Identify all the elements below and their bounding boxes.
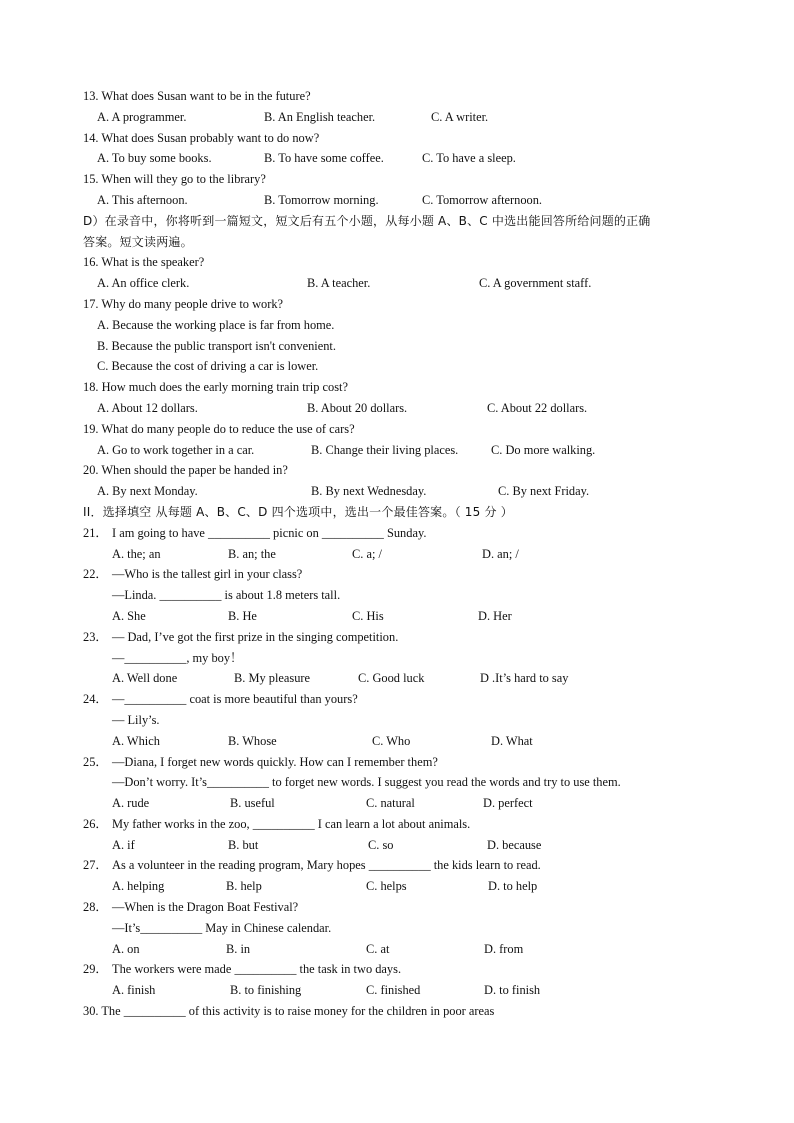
question-20-options: [0, 481, 794, 502]
question-24-stem: [0, 689, 794, 710]
option-a: A. An office clerk.: [97, 276, 190, 291]
question-20-stem: [0, 460, 794, 481]
option-b: B. Change their living places.: [311, 442, 459, 457]
option-b: B. useful: [230, 796, 275, 811]
question-24-options: [0, 731, 794, 752]
option-c: C. a; /: [352, 546, 382, 561]
question-13-options: [0, 107, 794, 128]
option-a: A. This afternoon.: [97, 192, 188, 207]
option-c: C. so: [368, 837, 394, 852]
option-b: B. Tomorrow morning.: [264, 192, 379, 207]
question-22-options: [0, 606, 794, 627]
question-text: —Don’t worry. It’s__________ to forget new words. I suggest you read the words and try to use them.: [112, 775, 621, 790]
question-text: 18. How much does the early morning train trip cost?: [83, 380, 348, 395]
option-c: C. natural: [366, 796, 415, 811]
question-23-stem-cont: [0, 648, 794, 669]
section-d-instructions-cont: [0, 232, 794, 253]
question-text: 16. What is the speaker?: [83, 255, 205, 270]
question-21-stem: [0, 523, 794, 544]
question-number: 24．: [83, 692, 108, 707]
option-b: B. but: [228, 837, 259, 852]
question-number: 25．: [83, 754, 108, 769]
question-16-options: [0, 273, 794, 294]
option-c: C. Because the cost of driving a car is lower.: [97, 359, 319, 374]
question-13-stem: [0, 86, 794, 107]
option-c: C. By next Friday.: [498, 484, 590, 499]
option-d: D. an; /: [482, 546, 519, 561]
option-a: A. the; an: [112, 546, 161, 561]
option-d: D. from: [484, 941, 524, 956]
option-c: C. Tomorrow afternoon.: [422, 192, 543, 207]
question-text: — Dad, I’ve got the first prize in the singing competition.: [112, 629, 399, 644]
question-text: —__________, my boy！: [112, 650, 243, 665]
option-b: B. By next Wednesday.: [311, 484, 427, 499]
option-c: C. Do more walking.: [491, 442, 596, 457]
option-c: C. finished: [366, 983, 421, 998]
option-b: B. Whose: [228, 733, 277, 748]
question-number: 21．: [83, 525, 108, 540]
question-text: My father works in the zoo, __________ I can learn a lot about animals.: [112, 816, 471, 831]
question-14-options: [0, 148, 794, 169]
question-17-stem: [0, 294, 794, 315]
question-19-options: [0, 440, 794, 461]
section-heading: II．选择填空 从每题 A、B、C、D 四个选项中，选出一个最佳答案。（ 15 分 ）: [83, 504, 513, 519]
option-a: A. if: [112, 837, 135, 852]
question-number: 22．: [83, 567, 108, 582]
option-b: B. An English teacher.: [264, 109, 376, 124]
question-text: 20. When should the paper be handed in?: [83, 463, 288, 478]
question-26-options: [0, 835, 794, 856]
exam-page: [0, 86, 794, 1022]
question-text: —It’s__________ May in Chinese calendar.: [112, 920, 332, 935]
option-b: B. help: [226, 879, 262, 894]
question-14-stem: [0, 128, 794, 149]
question-29-options: [0, 980, 794, 1001]
option-c: C. at: [366, 941, 390, 956]
question-25-stem-cont: [0, 772, 794, 793]
question-text: —__________ coat is more beautiful than yours?: [112, 692, 358, 707]
question-text: 13. What does Susan want to be in the future?: [83, 89, 311, 103]
question-text: 14. What does Susan probably want to do now?: [83, 130, 320, 145]
question-17-option-c: [0, 356, 794, 377]
question-17-option-b: [0, 336, 794, 357]
question-text: I am going to have __________ picnic on __________ Sunday.: [112, 525, 427, 540]
question-29-stem: [0, 959, 794, 980]
question-27-stem: [0, 855, 794, 876]
question-text: The workers were made __________ the task in two days.: [112, 962, 402, 977]
question-26-stem: [0, 814, 794, 835]
question-text: —Who is the tallest girl in your class?: [112, 567, 303, 582]
option-b: B. He: [228, 608, 257, 623]
question-text: —When is the Dragon Boat Festival?: [112, 900, 299, 915]
question-text: 17. Why do many people drive to work?: [83, 296, 284, 311]
question-text: 19. What do many people do to reduce the use of cars?: [83, 421, 355, 436]
instruction-line-1: D）在录音中，你将听到一篇短文，短文后有五个小题，从每小题 A、B、C 中选出能回答所给问题的正确: [83, 213, 651, 228]
option-a: A. helping: [112, 879, 165, 894]
option-d: D. because: [487, 837, 542, 852]
question-30-stem: [0, 1001, 794, 1022]
question-number: 26．: [83, 816, 108, 831]
option-a: A. finish: [112, 983, 156, 998]
question-text: —Linda. __________ is about 1.8 meters tall.: [112, 588, 341, 603]
option-d: D. What: [491, 733, 533, 748]
option-c: C. About 22 dollars.: [487, 400, 588, 415]
question-text: 15. When will they go to the library?: [83, 172, 266, 187]
option-b: B. My pleasure: [234, 671, 311, 686]
option-d: D. Her: [478, 608, 512, 623]
instruction-line-2: 答案。短文读两遍。: [83, 234, 193, 249]
question-text: 30. The __________ of this activity is to raise money for the children in poor areas: [83, 1004, 495, 1019]
question-number: 27．: [83, 858, 108, 873]
option-c: C. Who: [372, 733, 411, 748]
question-18-stem: [0, 377, 794, 398]
section-d-instructions: [0, 211, 794, 232]
question-19-stem: [0, 419, 794, 440]
option-c: C. His: [352, 608, 384, 623]
question-22-stem: [0, 564, 794, 585]
question-number: 28．: [83, 900, 108, 915]
option-b: B. To have some coffee.: [264, 151, 384, 166]
option-c: C. A government staff.: [479, 276, 592, 291]
section-2-heading: [0, 502, 794, 523]
question-27-options: [0, 876, 794, 897]
question-16-stem: [0, 252, 794, 273]
question-25-options: [0, 793, 794, 814]
question-17-option-a: [0, 315, 794, 336]
question-28-stem: [0, 897, 794, 918]
option-d: D .It’s hard to say: [480, 671, 569, 686]
question-text: —Diana, I forget new words quickly. How can I remember them?: [112, 754, 438, 769]
option-a: A. on: [112, 941, 140, 956]
question-15-options: [0, 190, 794, 211]
option-a: A. About 12 dollars.: [97, 400, 198, 415]
option-b: B. to finishing: [230, 983, 302, 998]
option-a: A. Because the working place is far from home.: [97, 317, 335, 332]
question-28-options: [0, 939, 794, 960]
question-22-stem-cont: [0, 585, 794, 606]
option-c: C. helps: [366, 879, 407, 894]
option-a: A. A programmer.: [97, 109, 187, 124]
option-a: A. By next Monday.: [97, 484, 198, 499]
option-a: A. She: [112, 608, 146, 623]
option-b: B. an; the: [228, 546, 276, 561]
question-24-stem-cont: [0, 710, 794, 731]
option-a: A. rude: [112, 796, 150, 811]
option-b: B. A teacher.: [307, 276, 371, 291]
question-text: — Lily’s.: [112, 712, 160, 727]
question-23-stem: [0, 627, 794, 648]
option-b: B. in: [226, 941, 251, 956]
option-a: A. Go to work together in a car.: [97, 442, 255, 457]
question-number: 29．: [83, 962, 108, 977]
question-21-options: [0, 544, 794, 565]
option-b: B. About 20 dollars.: [307, 400, 408, 415]
option-a: A. Well done: [112, 671, 178, 686]
option-a: A. To buy some books.: [97, 151, 212, 166]
option-a: A. Which: [112, 733, 160, 748]
option-d: D. to help: [488, 879, 538, 894]
question-text: As a volunteer in the reading program, Mary hopes __________ the kids learn to read.: [112, 858, 541, 873]
question-25-stem: [0, 752, 794, 773]
option-d: D. to finish: [484, 983, 541, 998]
question-23-options: [0, 668, 794, 689]
question-18-options: [0, 398, 794, 419]
question-15-stem: [0, 169, 794, 190]
option-c: C. To have a sleep.: [422, 151, 516, 166]
option-b: B. Because the public transport isn't convenient.: [97, 338, 336, 353]
question-28-stem-cont: [0, 918, 794, 939]
option-c: C. A writer.: [431, 109, 489, 124]
option-c: C. Good luck: [358, 671, 425, 686]
option-d: D. perfect: [483, 796, 533, 811]
question-number: 23．: [83, 629, 108, 644]
